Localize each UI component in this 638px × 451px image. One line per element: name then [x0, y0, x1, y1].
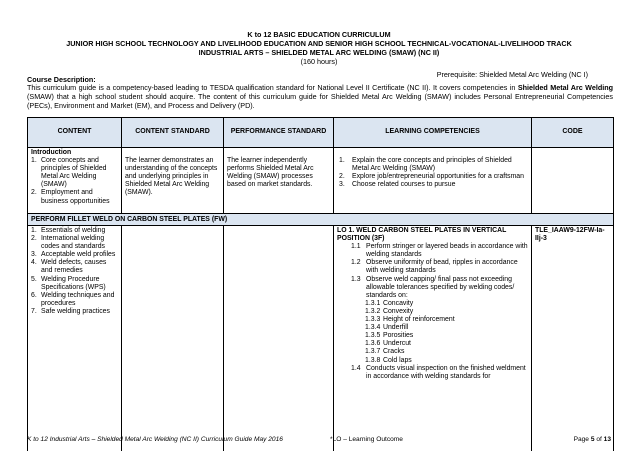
intro-performance-standard-cell [224, 148, 334, 214]
page-number: Page 5 of 13 [573, 436, 611, 443]
list-item: 1.3.6 Undercut [365, 340, 411, 348]
list-item: 1.3.5 Porosities [365, 332, 414, 340]
section-band: PERFORM FILLET WELD ON CARBON STEEL PLATES (FW) [28, 214, 614, 226]
intro-code-cell [532, 148, 614, 214]
main-content-standard-cell [122, 226, 224, 451]
main-content-cell [28, 226, 122, 451]
intro-performance-standard: The learner independently performs Shielded Metal Arc Welding (SMAW) processes based on market standards. [227, 157, 314, 189]
list-item: 1.4 Conducts visual inspection on the finished weldment in accordance with welding standards for [351, 364, 526, 380]
list-item: 1.3.2 Convexity [365, 307, 414, 315]
list-item: 1.3.7 Cracks [365, 348, 405, 356]
prerequisite-text: Prerequisite: Shielded Metal Arc Welding (NC I) [436, 70, 588, 79]
competency-code: TLE_IAAW9-12FW-Ia-IIj-3 [532, 226, 614, 451]
list-item: 1.3.4 Underfill [365, 324, 409, 332]
intro-content-cell [28, 148, 122, 214]
intro-title: Introduction [31, 149, 72, 156]
list-item: 1. Essentials of welding [31, 227, 106, 234]
description-part-2: (SMAW) that a high school student should acquire. The content of this curriculum guide for Shielded Metal Arc Welding (SMAW) includes Personal Entrepreneurial Competencies (PECs), Environment and Market (EM), and Process and Delivery (PD). [27, 92, 613, 111]
main-performance-standard-cell [224, 226, 334, 451]
list-item: 6. Welding techniques and procedures [31, 291, 115, 307]
list-item: 3. Choose related courses to pursue [339, 181, 456, 189]
list-item: 1.3.1 Concavity [365, 299, 414, 307]
course-description-title: Course Description: [27, 75, 96, 84]
list-item: 2. Explore job/entrepreneurial opportunities for a craftsman [339, 173, 524, 181]
list-item: 1.2 Observe uniformity of bead, ripples in accordance with welding standards [351, 259, 518, 275]
list-item: 1. Core concepts and principles of Shielded Metal Arc Welding (SMAW) [31, 157, 107, 189]
list-item: 7. Safe welding practices [31, 307, 110, 315]
list-item: 2. International welding codes and standards [31, 235, 105, 251]
header-code: CODE [532, 118, 614, 148]
intro-content-standard-cell [122, 148, 224, 214]
learning-outcome-title: LO 1. WELD CARBON STEEL PLATES IN VERTICAL POSITION (3F) [337, 227, 507, 243]
list-item: 1. Explain the core concepts and principles of Shielded Metal Arc Welding (SMAW) [339, 157, 512, 173]
intro-competencies-list [337, 149, 528, 189]
section-band-row [28, 214, 614, 226]
header-line-2: JUNIOR HIGH SCHOOL TECHNOLOGY AND LIVELIHOOD EDUCATION AND SENIOR HIGH SCHOOL TECHNICAL-VOCATIONAL-LIVELIHOOD TRACK [66, 39, 572, 48]
description-part-1: This curriculum guide is a competency-based leading to TESDA qualification standard for National Level II Certificate (NC II). It covers competencies in [27, 83, 518, 92]
list-item: 2. Employment and business opportunities [31, 189, 110, 205]
intro-content-standard: The learner demonstrates an understanding of the concepts and underlying principles in Shielded Metal Arc Welding (SMAW). [125, 157, 218, 197]
course-description-body [27, 83, 613, 111]
list-item: 3. Acceptable weld profiles [31, 251, 116, 259]
intro-content-list [31, 157, 118, 206]
list-item: 1.3 Observe weld capping/ final pass not exceeding allowable tolerances specified by welding codes/ standards on: [351, 275, 515, 299]
footer-guide-title: K to 12 Industrial Arts – Shielded Metal Arc Welding (NC II) Curriculum Guide May 2016 [27, 436, 283, 443]
header-hours: (160 hours) [300, 57, 338, 66]
list-item: 4. Weld defects, causes and remedies [31, 259, 107, 275]
main-content-list [31, 227, 118, 316]
header-line-1: K to 12 BASIC EDUCATION CURRICULUM [247, 30, 391, 39]
list-item: 5. Welding Procedure Specifications (WPS) [31, 275, 106, 291]
header-content-standard: CONTENT STANDARD [122, 118, 224, 148]
main-competencies-cell [334, 226, 532, 451]
header-performance-standard: PERFORMANCE STANDARD [224, 118, 334, 148]
curriculum-table [27, 117, 614, 451]
table-row [28, 148, 614, 214]
table-row [28, 226, 614, 451]
header-content: CONTENT [28, 118, 122, 148]
header-line-3: INDUSTRIAL ARTS – SHIELDED METAL ARC WELDING (SMAW) (NC II) [198, 48, 440, 57]
header-learning-competencies: LEARNING COMPETENCIES [334, 118, 532, 148]
list-item: 1.3.8 Cold laps [365, 356, 412, 364]
footer-lo-note: *LO – Learning Outcome [330, 436, 403, 443]
list-item: 1.3.3 Height of reinforcement [365, 316, 455, 324]
intro-competencies-cell [334, 148, 532, 214]
list-item: 1.1 Perform stringer or layered beads in accordance with welding standards [351, 243, 528, 259]
description-bold: Shielded Metal Arc Welding [517, 83, 613, 92]
table-header-row [28, 118, 614, 148]
